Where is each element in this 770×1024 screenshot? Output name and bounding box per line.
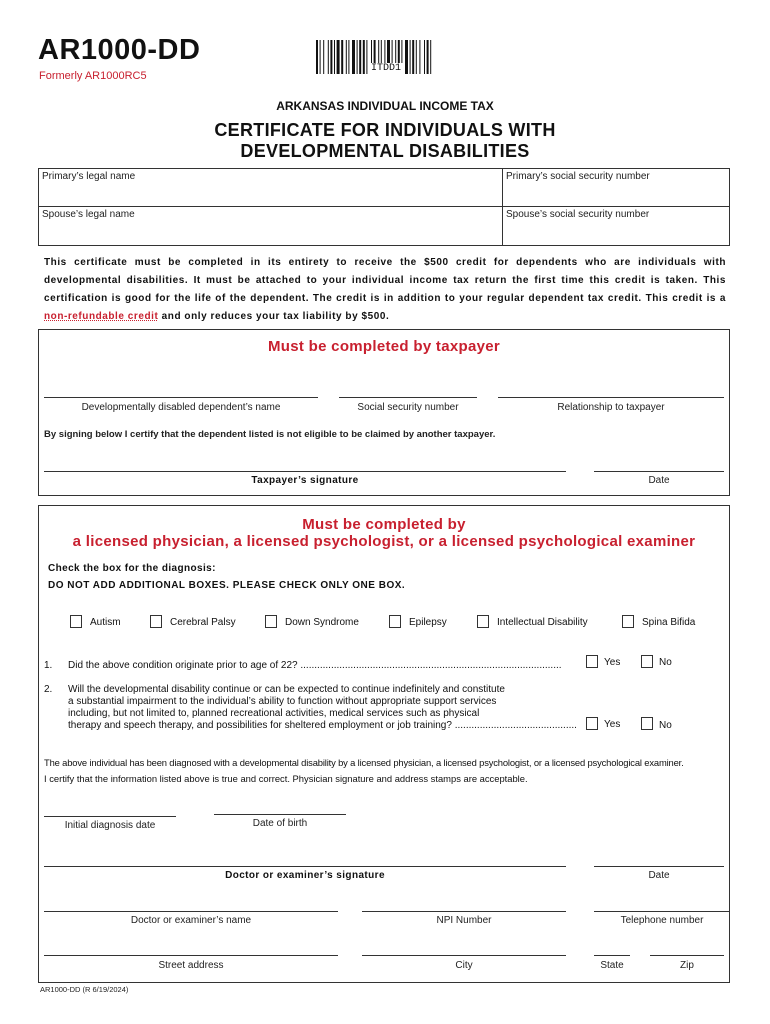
taxpayer-id-grid: [38, 168, 730, 246]
barcode-bar: [341, 40, 343, 74]
certificate-title: [0, 120, 770, 162]
check-instruction: Check the box for the diagnosis:: [48, 563, 216, 574]
barcode-bar: [328, 40, 329, 74]
spouse-ssn-field[interactable]: [503, 207, 729, 245]
intro-text-end: and only reduces your tax liability by $500.: [158, 311, 390, 322]
barcode-bar: [405, 40, 408, 74]
question-2-yes-label: Yes: [604, 719, 621, 730]
question-1-text: Did the above condition originate prior to age of 22? ..............................................................................................: [68, 660, 562, 671]
examiner-title-line1: Must be completed by: [302, 516, 466, 533]
barcode-text: ITDD1: [368, 63, 404, 74]
revision-note: AR1000-DD (R 6/19/2024): [40, 985, 129, 994]
diagnosis-statement: The above individual has been diagnosed with a developmental disability by a licensed physician, a licensed psychologist, or a licensed psychological examiner.: [44, 757, 684, 768]
epilepsy-label: Epilepsy: [409, 617, 447, 628]
telephone-line[interactable]: [594, 911, 730, 912]
initial-diagnosis-date-line[interactable]: [44, 816, 176, 817]
barcode-bar: [352, 40, 355, 74]
primary-ssn-field[interactable]: [503, 169, 729, 205]
barcode-bar: [419, 40, 420, 74]
barcode-bar: [410, 40, 411, 74]
dependent-name-line[interactable]: [44, 397, 318, 398]
dependent-name-caption: Developmentally disabled dependent’s name: [81, 402, 281, 413]
examiner-certify-statement: I certify that the information listed above is true and correct. Physician signature and address stamps are acceptable.: [44, 773, 528, 784]
non-refundable-highlight: non-refundable credit: [44, 311, 159, 322]
barcode-bar: [427, 40, 429, 74]
question-1-yes-checkbox[interactable]: [586, 655, 598, 668]
spina-bifida-label: Spina Bifida: [642, 617, 696, 628]
question-2-text: [68, 684, 580, 732]
spouse-name-field[interactable]: [39, 207, 501, 245]
epilepsy-checkbox[interactable]: [389, 615, 401, 628]
no-additional-boxes-note: DO NOT ADD ADDITIONAL BOXES. PLEASE CHECK ONLY ONE BOX.: [48, 580, 406, 591]
initial-diagnosis-date-caption: Initial diagnosis date: [64, 820, 156, 831]
question-2-line2: a substantial impairment to the individual’s ability to function without appropriate support services: [68, 696, 497, 707]
npi-number-caption: NPI Number: [436, 915, 492, 926]
barcode-bar: [330, 40, 332, 74]
examiner-section-title: [38, 516, 730, 550]
question-2-yes-checkbox[interactable]: [586, 717, 598, 730]
relationship-line[interactable]: [498, 397, 724, 398]
taxpayer-date-caption: Date: [648, 475, 670, 486]
autism-checkbox[interactable]: [70, 615, 82, 628]
npi-number-line[interactable]: [362, 911, 566, 912]
dependent-ssn-caption: Social security number: [357, 402, 459, 413]
taxpayer-certify-statement: By signing below I certify that the dependent listed is not eligible to be claimed by another taxpayer.: [44, 429, 496, 440]
question-2-line4: therapy and speech therapy, and possibilities for sheltered employment or job training? ............................................: [68, 720, 577, 731]
examiner-signature-line[interactable]: [44, 866, 566, 867]
zip-line[interactable]: [650, 955, 724, 956]
telephone-caption: Telephone number: [620, 915, 704, 926]
barcode-bar: [412, 40, 414, 74]
down-syndrome-label: Down Syndrome: [285, 617, 359, 628]
question-2-no-checkbox[interactable]: [641, 717, 653, 730]
taxpayer-section-title: Must be completed by taxpayer: [267, 338, 501, 355]
question-1-no-label: No: [659, 657, 672, 668]
date-of-birth-line[interactable]: [214, 814, 346, 815]
formerly-note: Formerly AR1000RC5: [39, 70, 147, 82]
state-line[interactable]: [594, 955, 630, 956]
primary-ssn-label: Primary’s social security number: [506, 171, 650, 182]
spouse-ssn-label: Spouse’s social security number: [506, 209, 650, 220]
barcode-bar: [359, 40, 361, 74]
intro-paragraph: [44, 254, 726, 326]
barcode-bar: [323, 40, 324, 74]
taxpayer-signature-caption: Taxpayer’s signature: [251, 475, 359, 486]
examiner-signature-caption: Doctor or examiner’s signature: [225, 870, 385, 881]
barcode-bar: [430, 40, 431, 74]
taxpayer-date-line[interactable]: [594, 471, 724, 472]
street-address-caption: Street address: [158, 960, 224, 971]
city-caption: City: [455, 960, 473, 971]
barcode-bar: [320, 40, 321, 74]
intro-text: This certificate must be completed in its entirety to receive the $500 credit for dependents who are individuals with developmental disabilities. It must be attached to your individual income tax return the first time this credit is taken. This certification is good for the life of the dependent. The credit is in addition to your regular dependent tax credit. This credit is a: [44, 257, 726, 304]
question-1-no-checkbox[interactable]: [641, 655, 653, 668]
intellectual-disability-label: Intellectual Disability: [497, 617, 588, 628]
barcode-bar: [416, 40, 417, 74]
cerebral-palsy-label: Cerebral Palsy: [170, 617, 236, 628]
question-2-no-label: No: [659, 720, 672, 731]
street-address-line[interactable]: [44, 955, 338, 956]
certificate-title-line1: CERTIFICATE FOR INDIVIDUALS WITH: [214, 120, 556, 140]
dependent-ssn-line[interactable]: [339, 397, 477, 398]
examiner-name-line[interactable]: [44, 911, 338, 912]
question-2-number: 2.: [44, 684, 53, 695]
examiner-name-caption: Doctor or examiner’s name: [130, 915, 252, 926]
date-of-birth-caption: Date of birth: [252, 818, 308, 829]
question-2-line1: Will the developmental disability continue or can be expected to continue indefinitely and constitute: [68, 684, 505, 695]
autism-label: Autism: [90, 617, 121, 628]
certificate-title-line2: DEVELOPMENTAL DISABILITIES: [240, 141, 530, 161]
question-1-number: 1.: [44, 660, 53, 671]
examiner-title-line2: a licensed physician, a licensed psychologist, or a licensed psychological examiner: [72, 533, 696, 550]
barcode-bar: [424, 40, 425, 74]
barcode-bar: [357, 40, 358, 74]
examiner-date-line[interactable]: [594, 866, 724, 867]
barcode-bar: [334, 40, 335, 74]
intellectual-disability-checkbox[interactable]: [477, 615, 489, 628]
question-1-yes-label: Yes: [604, 657, 621, 668]
barcode-bar: [337, 40, 340, 74]
barcode-bar: [346, 40, 347, 74]
barcode-bar: [363, 40, 365, 74]
cerebral-palsy-checkbox[interactable]: [150, 615, 162, 628]
down-syndrome-checkbox[interactable]: [265, 615, 277, 628]
taxpayer-signature-line[interactable]: [44, 471, 566, 472]
form-id: AR1000-DD: [38, 34, 201, 66]
city-line[interactable]: [362, 955, 566, 956]
barcode-bar: [348, 40, 349, 74]
zip-caption: Zip: [680, 960, 694, 971]
spina-bifida-checkbox[interactable]: [622, 615, 634, 628]
question-2-line3: including, but not limited to, planned recreational activities, medical services such as physical: [68, 708, 480, 719]
state-caption: State: [600, 960, 624, 971]
relationship-caption: Relationship to taxpayer: [557, 402, 665, 413]
spouse-name-label: Spouse’s legal name: [42, 209, 135, 220]
barcode-bar: [316, 40, 318, 74]
examiner-date-caption: Date: [648, 870, 670, 881]
primary-name-label: Primary’s legal name: [42, 171, 136, 182]
tax-title: ARKANSAS INDIVIDUAL INCOME TAX: [276, 99, 494, 113]
primary-name-field[interactable]: [39, 169, 501, 205]
